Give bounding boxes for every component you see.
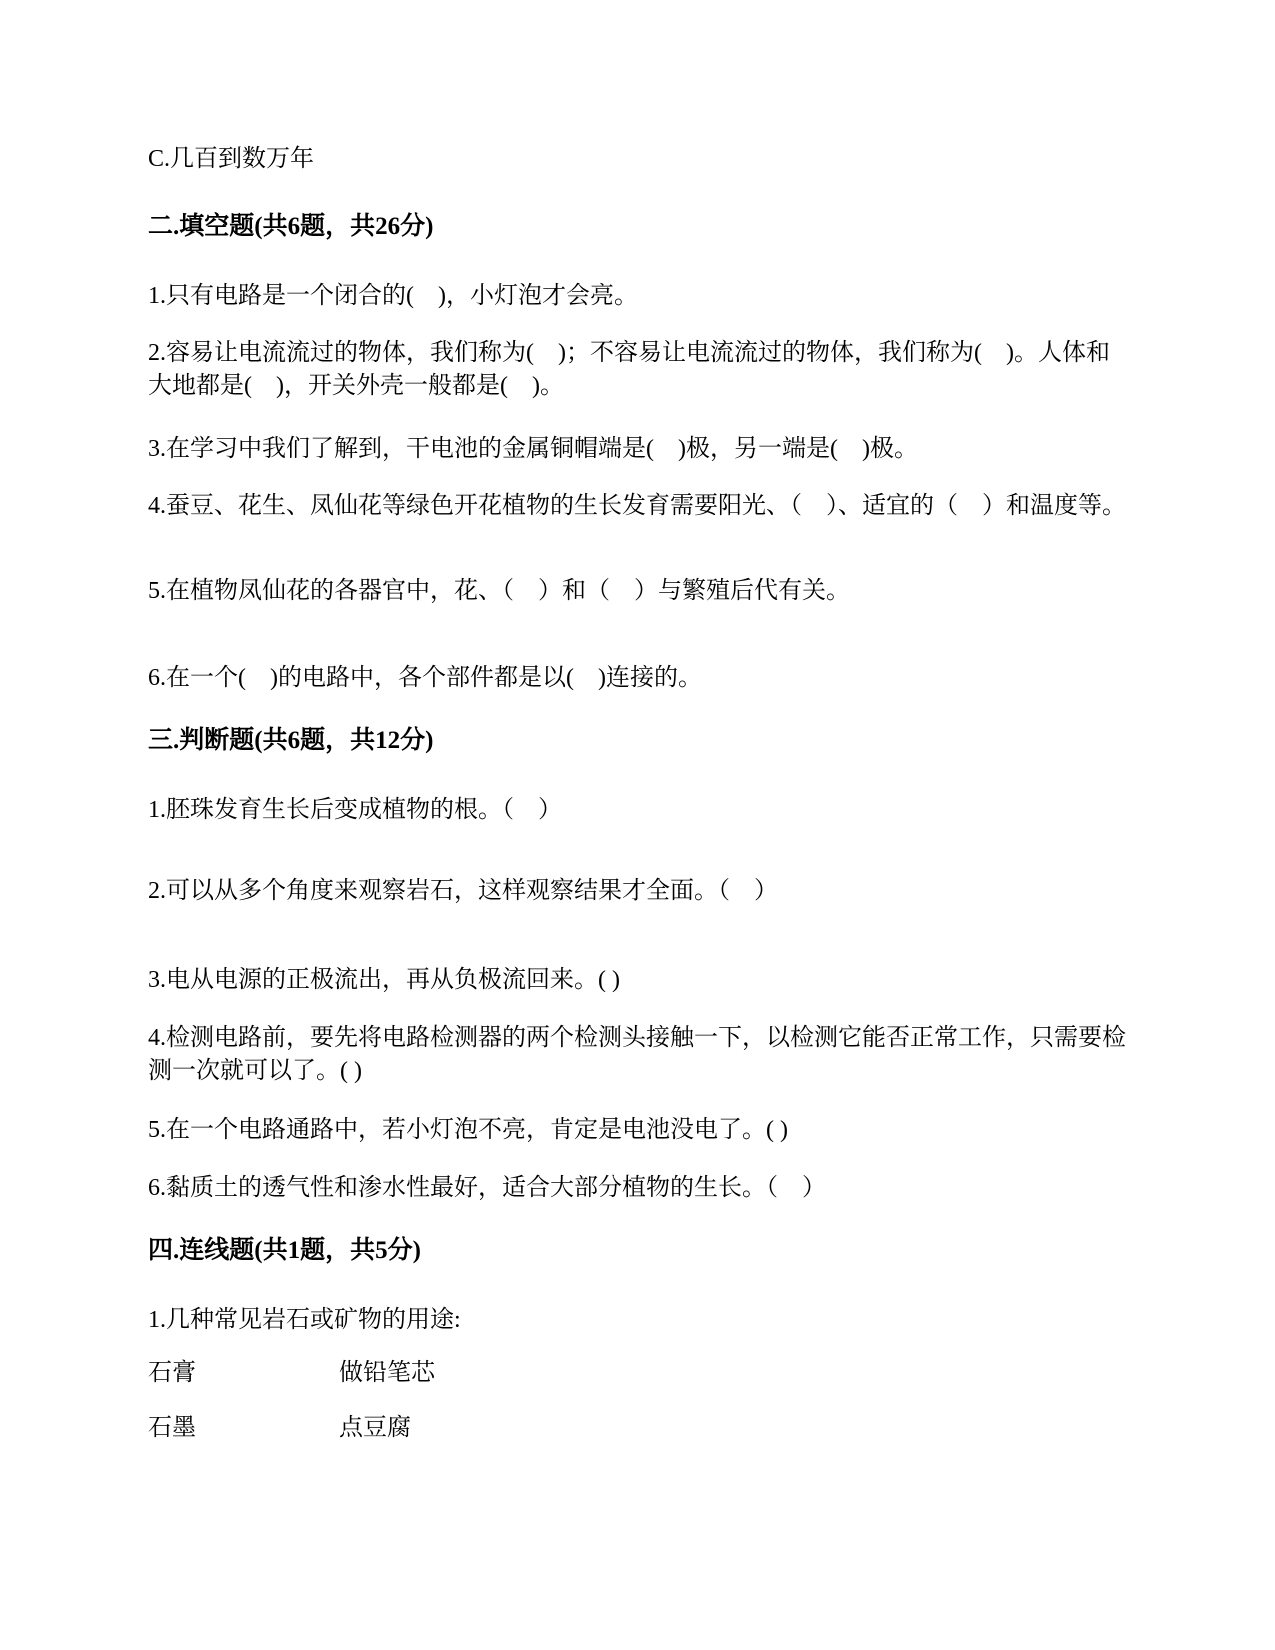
- section-heading-matching: 四.连线题(共1题，共5分): [148, 1237, 421, 1264]
- judgment-question-4: 4.检测电路前，要先将电路检测器的两个检测头接触一下，以检测它能否正常工作，只需要检测一次就可以了。( ): [148, 1025, 1126, 1084]
- judgment-question-6: 6.黏质土的透气性和渗水性最好，适合大部分植物的生长。（ ）: [148, 1175, 826, 1201]
- judgment-question-1: 1.胚珠发育生长后变成植物的根。（ ）: [148, 797, 562, 823]
- fill-in-question-2: 2.容易让电流流过的物体，我们称为( )；不容易让电流流过的物体，我们称为( )。人体和大地都是( )，开关外壳一般都是( )。: [148, 340, 1110, 399]
- choice-option-c: C.几百到数万年: [148, 146, 315, 172]
- matching-right-item: 做铅笔芯: [339, 1360, 435, 1386]
- fill-in-question-6: 6.在一个( )的电路中，各个部件都是以( )连接的。: [148, 665, 702, 691]
- matching-right-item: 点豆腐: [339, 1415, 411, 1441]
- matching-row: [148, 1357, 1130, 1390]
- judgment-question-2: 2.可以从多个角度来观察岩石，这样观察结果才全面。（ ）: [148, 878, 778, 904]
- fill-in-question-4: 4.蚕豆、花生、凤仙花等绿色开花植物的生长发育需要阳光、（ ）、适宜的（ ）和温度等。: [148, 493, 1126, 519]
- matching-left-item: 石墨: [148, 1415, 196, 1441]
- judgment-question-5: 5.在一个电路通路中，若小灯泡不亮，肯定是电池没电了。( ): [148, 1117, 788, 1143]
- matching-left-item: 石膏: [148, 1360, 196, 1386]
- matching-row: [148, 1412, 1130, 1445]
- matching-intro: 1.几种常见岩石或矿物的用途:: [148, 1307, 461, 1333]
- fill-in-question-1: 1.只有电路是一个闭合的( )，小灯泡才会亮。: [148, 283, 638, 309]
- judgment-question-3: 3.电从电源的正极流出，再从负极流回来。( ): [148, 967, 620, 993]
- section-heading-judgment: 三.判断题(共6题，共12分): [148, 727, 434, 754]
- fill-in-question-5: 5.在植物凤仙花的各器官中，花、（ ）和（ ）与繁殖后代有关。: [148, 578, 850, 604]
- section-heading-fill-in: 二.填空题(共6题，共26分): [148, 213, 434, 240]
- fill-in-question-3: 3.在学习中我们了解到，干电池的金属铜帽端是( )极，另一端是( )极。: [148, 436, 918, 462]
